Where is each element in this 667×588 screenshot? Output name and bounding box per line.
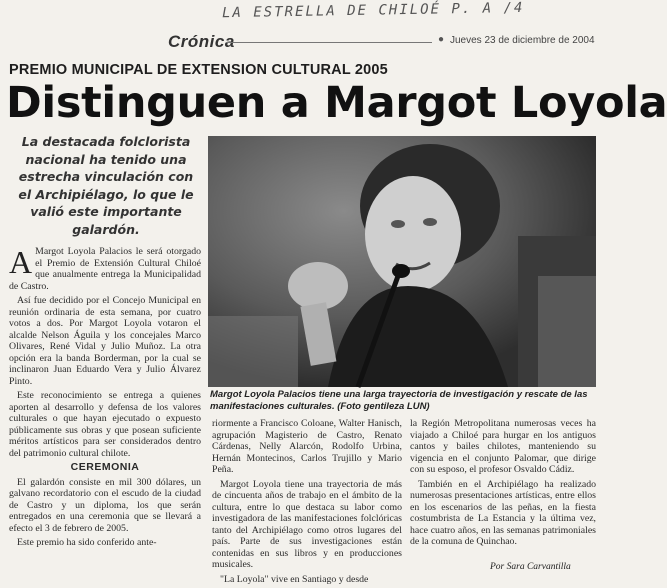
paragraph: riormente a Francisco Coloane, Walter Hanisch, agrupación Magisterio de Castro, Renato Cárdenas, Nelly Alarcón, Rodolfo Urbina, Hernán Montecinos, Carlos Trujillo y Mario Peña.: [212, 418, 402, 475]
headline: Distinguen a Margot Loyola: [6, 78, 667, 128]
article-photo: [208, 136, 596, 387]
deck-summary: La destacada folclorista nacional ha tenido una estrecha vinculación con el Archipiélago, lo que le valió este importante galardón.: [18, 134, 194, 237]
article-column-1: [9, 246, 201, 552]
paragraph: El galardón consiste en mil 300 dólares, un galvano recordatorio con el escudo de la ciudad de Castro y un diploma, los que serán entregados en una ceremonia que se llevará a efecto el 3 de febrero de 2005.: [9, 476, 201, 534]
drop-cap: A: [9, 244, 33, 280]
article-column-2: [212, 418, 402, 588]
paragraph: Así fue decidido por el Concejo Municipal en reunión ordinaria de esta semana, por cuatro votos a dos. Por Margot Loyola votaron el alcalde Nelson Águila y los concejales Marco Olivares, René Vidal y Julio Muñoz. La otra opción era la banda Borderman, por la cual se inclinaron Juan Eduardo Vera y Julio Álvarez Pinto.: [9, 295, 201, 387]
article-column-3: [410, 418, 596, 551]
paragraph: También en el Archipiélago ha realizado numerosas presentaciones artísticas, entre ellos en los escenarios de las peñas, en la fiesta costumbrista de La Estancia y la última vez, hace cuatro años, en las semanas patrimoniales de la comuna de Quinchao.: [410, 478, 596, 547]
handwritten-source-note: LA ESTRELLA DE CHILOÉ P. A /4: [221, 0, 525, 22]
paragraph: Margot Loyola tiene una trayectoria de más de cincuenta años de trabajo en el ámbito de la cultura, entre lo que destaca su labor como investigadora de las manifestaciones folclóricas tanto del Archipiélago como otros lugares del país. Parte de sus investigaciones están contenidas en sus libros y en producciones musicales.: [212, 478, 402, 570]
bullet-icon: ●: [438, 34, 445, 45]
masthead-rule: [226, 42, 432, 43]
paragraph: la Región Metropolitana numerosas veces ha viajado a Chiloé para hurgar en los antiguos cantos y bailes chilotes, manteniendo su vigencia en el conjunto Palomar, que dirige con su esposo, el profesor Osvaldo Cádiz.: [410, 418, 596, 475]
paragraph: "La Loyola" vive en Santiago y desde: [220, 573, 369, 585]
photo-caption: Margot Loyola Palacios tiene una larga trayectoria de investigación y rescate de las manifestaciones culturales. (Foto gentileza LUN): [210, 389, 588, 412]
byline: Por Sara Carvantilla: [490, 562, 571, 572]
section-logo: Crónica: [168, 32, 235, 51]
issue-date: Jueves 23 de diciembre de 2004: [450, 35, 595, 46]
masthead: [0, 32, 600, 52]
photo-illustration: [208, 136, 596, 387]
paragraph: Este premio ha sido conferido ante-: [17, 537, 157, 548]
kicker: PREMIO MUNICIPAL DE EXTENSION CULTURAL 2005: [9, 62, 388, 78]
lead-paragraph: A Margot Loyola Palacios le será otorgado el Premio de Extensión Cultural Chiloé que anualmente entrega la Municipalidad de Castro.: [9, 244, 201, 292]
section-subhead: CEREMONIA: [70, 461, 140, 473]
paragraph: Este reconocimiento se entrega a quienes aporten al desarrollo y defensa de los valores culturales o que hayan ejecutado o expuesto públicamente sus obras y que posean suficiente méritos artísticos para ser considerados dentro del patrimonio cultural chilote.: [9, 390, 201, 459]
